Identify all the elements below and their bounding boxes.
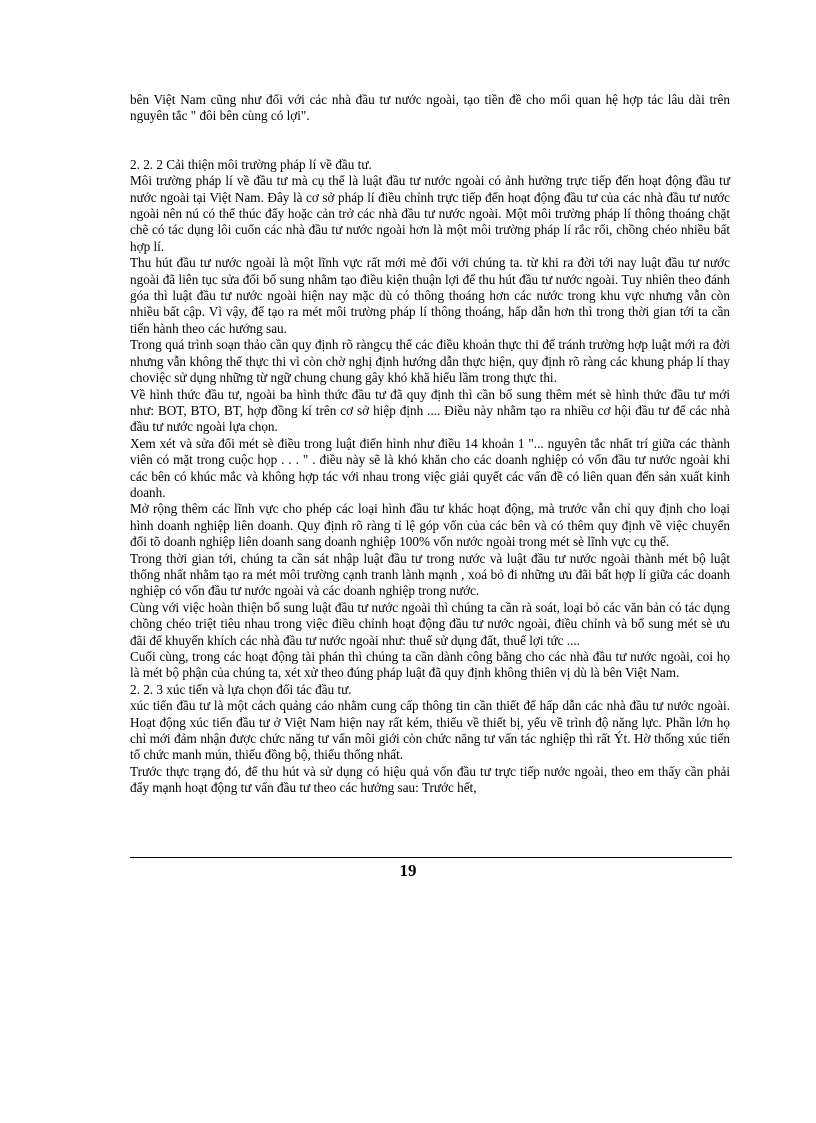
- paragraph-7: Trong thời gian tới, chúng ta cần sát nhập luật đầu tư trong nước và luật đầu tư nước ngoài thành mét bộ luật thống nhất nhằm tạo ra mét môi trường cạnh tranh lành mạnh , xoá bỏ đi những ưu đãi bất hợp lí giữa các doanh nghiệp có vốn đầu tư nước ngoài và các doanh nghiệp trong nước.: [130, 550, 730, 599]
- section-heading-2-2-3: 2. 2. 3 xúc tiến và lựa chọn đối tác đầu tư.: [130, 681, 352, 697]
- paragraph-11: Trước thực trạng đó, để thu hút và sử dụng có hiệu quả vốn đầu tư trực tiếp nước ngoài, theo em thấy cần phải đẩy mạnh hoạt động tư vấn đầu tư theo các hướng sau: Trước hết,: [130, 763, 730, 796]
- intro-paragraph: bên Việt Nam cũng như đối với các nhà đầu tư nước ngoài, tạo tiền đề cho mối quan hệ hợp tác lâu dài trên nguyên tắc " đôi bên cùng có lợi".: [130, 92, 730, 124]
- spacer: [130, 125, 730, 157]
- paragraph-5: Xem xét và sửa đổi mét sè điều trong luật điển hình như điều 14 khoản 1 "... nguyên tắc nhất trí giữa các thành viên có mặt trong cuộc họp . . . " . điều này sẽ là khó khăn cho các doanh nghiệp có vốn đầu tư nước ngoài khi các bên có khúc mắc và không hợp tác với nhau trong việc giải quyết các vấn đề có liên quan đến sản xuất kinh doanh.: [130, 435, 730, 500]
- paragraph-2: Thu hút đầu tư nước ngoài là một lĩnh vực rất mới mẻ đối với chúng ta. từ khi ra đời tới nay luật đầu tư nước ngoài đã liên tục sửa đổi bổ sung nhằm tạo điều kiện thuận lợi để thu hút đầu tư nước ngoài. Tuy nhiên theo đánh góa thì luật đầu tư nước ngoài hiện nay mặc dù có thông thoáng hơn các nước trong khu vực nhưng vẫn còn nhiều bất cập. Vì vậy, để tạo ra mét môi trường pháp lí thông thoáng, hấp dẫn hơn thì trong thời gian tới ta cần tiến hành theo các hướng sau.: [130, 255, 730, 336]
- paragraph-10: xúc tiến đầu tư là một cách quảng cáo nhằm cung cấp thông tin cần thiết để hấp dẫn các nhà đầu tư nước ngoài. Hoạt động xúc tiến đầu tư ở Việt Nam hiện nay rất kém, thiếu về thiết bị, yếu về trình độ năng lực. Phần lớn họ chỉ mới đảm nhận được chức năng tư vấn môi giới còn chức năng tư vấn tác nghiệp thì rất Ýt. Hờ thống xúc tiến tổ chức manh mún, thiếu đồng bộ, thiếu thống nhất.: [130, 698, 730, 763]
- footer-divider: [130, 857, 732, 858]
- paragraph-8: Cùng với việc hoàn thiện bổ sung luật đầu tư nước ngoài thì chúng ta cần rà soát, loại bỏ các văn bản có tác dụng chồng chéo triệt tiêu nhau trong việc điều chỉnh hoạt động đầu tư nước ngoài, điều chỉnh và bổ sung mét sè ưu đãi để khuyến khích các nhà đầu tư nước ngoài như: thuế sử dụng đất, thuế lợi tức ....: [130, 599, 730, 648]
- document-body: [130, 92, 730, 797]
- paragraph-6: Mở rộng thêm các lĩnh vực cho phép các loại hình đầu tư khác hoạt động, mà trước vẫn chỉ quy định cho loại hình doanh nghiệp liên doanh. Quy định rõ ràng tỉ lệ góp vốn của các bên và có thêm quy định về việc chuyển đổi tõ doanh nghiệp liên doanh sang doanh nghiệp 100% vốn nước ngoài trong mét sè lĩnh vực cụ thể.: [130, 501, 730, 550]
- paragraph-3: Trong quá trình soạn thảo cần quy định rõ ràngcụ thể các điều khoản thực thi để tránh trường hợp luật mới ra đời nhưng vẫn không thể thực thi vì còn chờ nghị định hướng dẫn thực hiện, quy định rõ ràng các khung pháp lí thay choviệc sử dụng những từ ngữ chung chung gây khó khă hiểu lầm trong thực thi.: [130, 337, 730, 386]
- paragraph-4: Về hình thức đầu tư, ngoài ba hình thức đầu tư đã quy định thì cần bổ sung thêm mét sè hình thức đầu tư mới như: BOT, BTO, BT, hợp đồng kí trên cơ sở hiệp định .... Điều này nhằm tạo ra nhiều cơ hội đầu tư để các nhà đầu tư nước ngoài lựa chọn.: [130, 386, 730, 435]
- paragraph-9: Cuối cùng, trong các hoạt động tài phán thì chúng ta cần dành công bằng cho các nhà đầu tư nước ngoài, coi họ là mét bộ phận của chúng ta, xét xử theo đúng pháp luật đã quy định không thiên vị dù là bên Việt Nam.: [130, 649, 730, 681]
- paragraph-1: Môi trường pháp lí về đầu tư mà cụ thể là luật đầu tư nước ngoài có ảnh hưởng trực tiếp đến hoạt động đầu tư nước ngoài tại Việt Nam. Đây là cơ sở pháp lí điều chỉnh trực tiếp đến hoạt động đầu tư của các nhà đầu tư nước ngoài nên nú có thể thúc đẩy hoặc cản trở các nhà đầu tư nước ngoài. Một môi trường pháp lí thông thoáng chặt chẽ có tác dụng lôi cuốn các nhà đầu tư nước ngoài hơn là một môi trường pháp lí rắc rối, chồng chéo nhiều bất hợp lí.: [130, 173, 730, 254]
- page-number: 19: [399, 861, 417, 880]
- section-heading-2-2-2: 2. 2. 2 Cải thiện môi trường pháp lí về đầu tư.: [130, 156, 372, 172]
